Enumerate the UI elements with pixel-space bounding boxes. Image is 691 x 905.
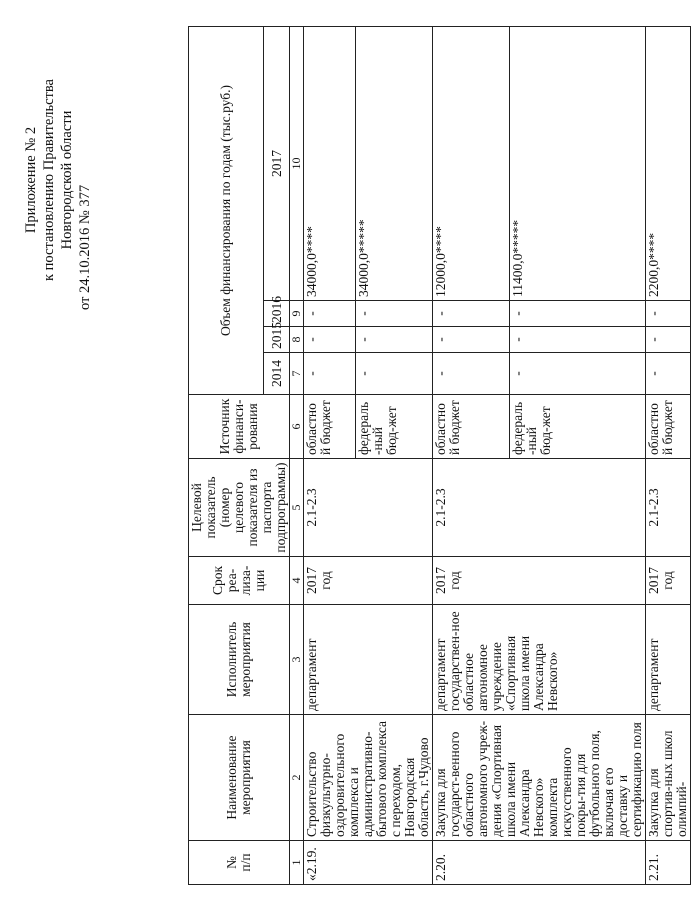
col-number: 6 xyxy=(290,395,304,459)
row-executor: департамент государствен-ное областное автономное учреждение «Спортивная школа имени Александра Невского» xyxy=(433,605,646,715)
row-value-2017: 34000,0***** xyxy=(355,27,432,301)
row-value-2017: 2200,0**** xyxy=(646,27,691,301)
col-number: 5 xyxy=(290,459,304,557)
appendix-line-3: Новгородской области xyxy=(59,110,75,250)
col-number: 10 xyxy=(290,27,304,301)
row-value-2015: - xyxy=(355,327,432,353)
table-row xyxy=(433,27,510,885)
col-header-funding: Объем финансирования по годам (тыс.руб.) xyxy=(189,27,264,395)
row-value-2016: - xyxy=(646,301,691,327)
col-header-num: № п/п xyxy=(189,841,290,885)
row-value-2014: - xyxy=(510,353,646,395)
col-header-target: Целевой показатель (номер целевого показателя из паспорта подпрограммы) xyxy=(189,459,290,557)
appendix-header xyxy=(22,30,94,330)
table-row xyxy=(646,27,691,885)
col-number: 9 xyxy=(290,301,304,327)
row-value-2015: - xyxy=(646,327,691,353)
row-value-2016: - xyxy=(433,301,510,327)
col-header-2016: 2016 xyxy=(264,301,290,327)
col-header-term: Срок реа-лиза-ции xyxy=(189,557,290,605)
funding-table xyxy=(188,26,691,885)
row-source: федераль-ный бюд-жет xyxy=(355,395,432,459)
row-target: 2.1-2.3 xyxy=(433,459,646,557)
row-source: областной бюджет xyxy=(646,395,691,459)
row-term: 2017 год xyxy=(304,557,433,605)
col-header-name: Наименование мероприятия xyxy=(189,715,290,841)
row-source: областной бюджет xyxy=(304,395,356,459)
col-number: 4 xyxy=(290,557,304,605)
row-value-2014: - xyxy=(433,353,510,395)
row-value-2014: - xyxy=(355,353,432,395)
row-value-2015: - xyxy=(510,327,646,353)
row-target: 2.1-2.3 xyxy=(646,459,691,557)
appendix-title: Приложение № 2 xyxy=(23,126,39,234)
row-value-2016: - xyxy=(355,301,432,327)
column-number-row xyxy=(290,27,304,885)
row-value-2016: - xyxy=(304,301,356,327)
row-term: 2017 год xyxy=(433,557,646,605)
row-source: федераль-ный бюд-жет xyxy=(510,395,646,459)
row-name: Закупка для спортив-ных школ олимпий- xyxy=(646,715,691,841)
row-name: Строительство физкультурно-оздоровительного комплекса и административно-бытового комплекса с переходом, Новгородская область, г.Чудово xyxy=(304,715,433,841)
row-number: «2.19. xyxy=(304,841,433,885)
table-row xyxy=(304,27,356,885)
row-value-2017: 12000,0**** xyxy=(433,27,510,301)
row-value-2017: 11400,0***** xyxy=(510,27,646,301)
col-header-2014: 2014 xyxy=(264,353,290,395)
row-number: 2.20. xyxy=(433,841,646,885)
row-value-2014: - xyxy=(646,353,691,395)
row-source: областной бюджет xyxy=(433,395,510,459)
row-term: 2017 год xyxy=(646,557,691,605)
row-value-2017: 34000,0**** xyxy=(304,27,356,301)
row-executor: департамент xyxy=(304,605,433,715)
col-number: 8 xyxy=(290,327,304,353)
col-header-executor: Исполнитель мероприятия xyxy=(189,605,290,715)
row-executor: департамент xyxy=(646,605,691,715)
col-number: 1 xyxy=(290,841,304,885)
col-number: 2 xyxy=(290,715,304,841)
col-header-2017: 2017 xyxy=(264,27,290,301)
row-value-2016: - xyxy=(510,301,646,327)
col-number: 7 xyxy=(290,353,304,395)
row-number: 2.21. xyxy=(646,841,691,885)
col-header-source: Источник финанси-рования xyxy=(189,395,290,459)
row-target: 2.1-2.3 xyxy=(304,459,433,557)
row-value-2015: - xyxy=(304,327,356,353)
row-value-2015: - xyxy=(433,327,510,353)
appendix-line-2: к постановлению Правительства xyxy=(41,79,57,281)
col-number: 3 xyxy=(290,605,304,715)
col-header-2015: 2015 xyxy=(264,327,290,353)
appendix-date-line: от 24.10.2016 № 377 xyxy=(77,184,93,310)
row-name: Закупка для государст-венного областного автономного учреж-дения «Спортивная школа имени Александра Невского» комплекта искусственного покры-тия для футбольного поля, включая его доставку и сертификацию поля xyxy=(433,715,646,841)
header-row-1 xyxy=(189,27,264,885)
row-value-2014: - xyxy=(304,353,356,395)
